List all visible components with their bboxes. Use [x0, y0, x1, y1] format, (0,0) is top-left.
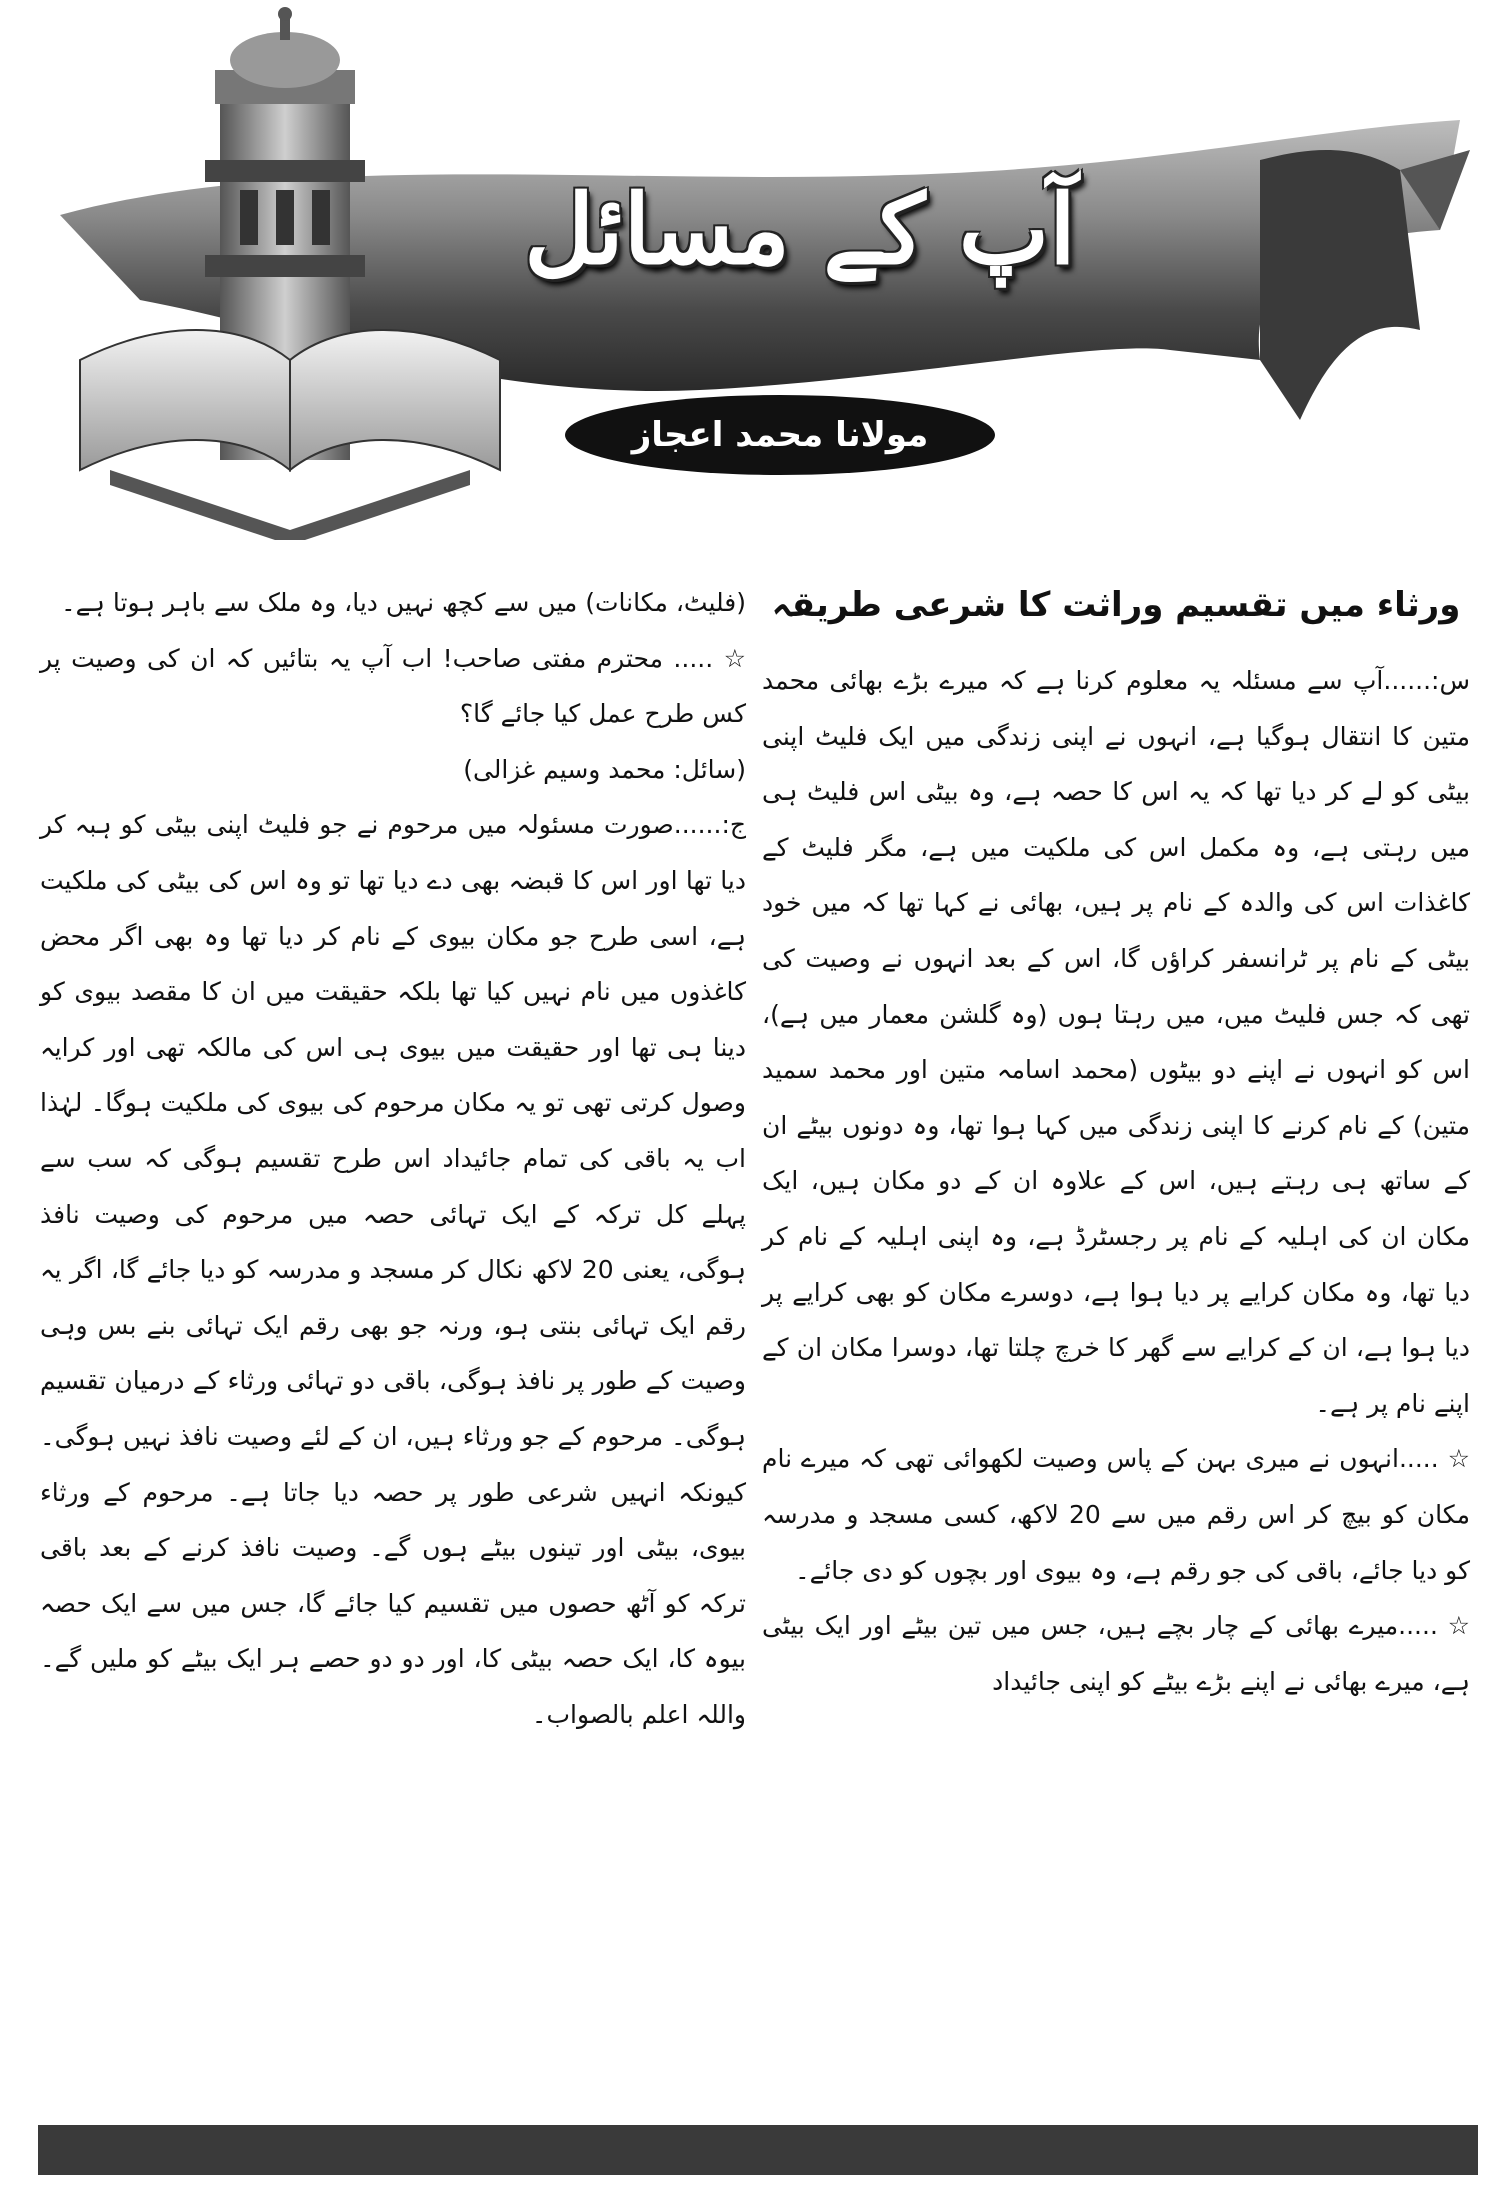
question-paragraph: (فلیٹ، مکانات) میں سے کچھ نہیں دیا، وہ ملک سے باہر ہوتا ہے۔: [61, 588, 746, 617]
question-paragraph: ☆ .....میرے بھائی کے چار بچے ہیں، جس میں تین بیٹے اور ایک بیٹی ہے، میرے بھائی نے اپنے بڑے بیٹے کو اپنی جائیداد: [762, 1611, 1470, 1696]
page-header: [0, 0, 1500, 540]
answer-paragraph: ج:......صورت مسئولہ میں مرحوم نے جو فلیٹ اپنی بیٹی کو ہبہ کر دیا تھا اور اس کا قبضہ بھی دے دیا تھا تو وہ اس کی بیٹی کی ملکیت ہے، اسی طرح جو مکان بیوی کے نام کر دیا تھا وہ بھی اگر محض کاغذوں میں نام نہیں کیا تھا بلکہ حقیقت میں ان کا مقصد بیوی کو دینا ہی تھا اور حقیقت میں بیوی ہی اس کی مالکہ تھی اور کرایہ وصول کرتی تھی تو یہ مکان مرحوم کی بیوی کی ملکیت ہوگا۔ لہٰذا اب یہ باقی کی تمام جائیداد اس طرح تقسیم ہوگی کہ سب سے پہلے کل ترکہ کے ایک تہائی حصہ میں مرحوم کی وصیت نافذ ہوگی، یعنی 20 لاکھ نکال کر مسجد و مدرسہ کو دیا جائے گا، اگر یہ رقم ایک تہائی بنتی ہو، ورنہ جو بھی رقم ایک تہائی بنے بس وہی وصیت کے طور پر نافذ ہوگی، باقی دو تہائی ورثاء کے درمیان تقسیم ہوگی۔ مرحوم کے جو ورثاء ہیں، ان کے لئے وصیت نافذ نہیں ہوگی۔ کیونکہ انہیں شرعی طور پر حصہ دیا جاتا ہے۔ مرحوم کے ورثاء بیوی، بیٹی اور تینوں بیٹے ہوں گے۔ وصیت نافذ کرنے کے بعد باقی ترکہ کو آٹھ حصوں میں تقسیم کیا جائے گا، جس میں سے ایک حصہ بیوہ کا، ایک حصہ بیٹی کا، اور دو دو حصے ہر ایک بیٹے کو ملیں گے۔ واللہ اعلم بالصواب۔: [40, 810, 746, 1729]
section-title: آپ کے مسائل: [524, 173, 1076, 286]
open-book-icon: [80, 330, 500, 540]
footer-bar: [38, 2125, 1478, 2175]
ribbon-curl: [1260, 150, 1420, 420]
article-title: ورثاء میں تقسیم وراثت کا شرعی طریقہ: [771, 585, 1461, 625]
question-paragraph: ☆ ..... محترم مفتی صاحب! اب آپ یہ بتائیں کہ ان کی وصیت پر کس طرح عمل کیا جائے گا؟: [40, 643, 746, 729]
author-badge: مولانا محمد اعجاز مصطفٰی: [565, 395, 995, 475]
question-paragraph: ☆ .....انہوں نے میری بہن کے پاس وصیت لکھوائی تھی کہ میرے نام مکان کو بیچ کر اس رقم میں سے 20 لاکھ، کسی مسجد و مدرسہ کو دیا جائے، باقی کی جو رقم ہے، وہ بیوی اور بچوں کو دی جائے۔: [762, 1444, 1470, 1585]
article-column-left: [40, 575, 746, 1742]
question-paragraph: س:......آپ سے مسئلہ یہ معلوم کرنا ہے کہ میرے بڑے بھائی محمد متین کا انتقال ہوگیا ہے، انہوں نے اپنی زندگی میں ایک فلیٹ اپنی بیٹی کو لے کر دیا تھا کہ یہ اس کا حصہ ہے، وہ بیٹی اس فلیٹ ہی میں رہتی ہے، وہ مکمل اس کی ملکیت میں ہے، مگر فلیٹ کے کاغذات اس کی والدہ کے نام پر ہیں، بھائی نے کہا تھا کہ میں خود بیٹی کے نام پر ٹرانسفر کراؤں گا، اس کے بعد انہوں نے وصیت کی تھی کہ جس فلیٹ میں، میں رہتا ہوں (وہ گلشن معمار میں ہے)، اس کو انہوں نے اپنے دو بیٹوں (محمد اسامہ متین اور محمد سمید متین) کے نام کرنے کا اپنی زندگی میں کہا ہوا تھا، وہ دونوں بیٹے ان کے ساتھ ہی رہتے ہیں، اس کے علاوہ ان کے دو مکان ہیں، ایک مکان ان کی اہلیہ کے نام پر رجسٹرڈ ہے، وہ اپنی اہلیہ کے نام کر دیا تھا، وہ مکان کرایے پر دیا ہوا ہے، دوسرے مکان کو بھی کرایے پر دیا ہوا ہے، ان کے کرایے سے گھر کا خرچ چلتا تھا، دوسرا مکان ان کے اپنے نام پر ہے۔: [762, 666, 1470, 1418]
article-column-right: [762, 575, 1470, 1709]
questioner-name: (سائل: محمد وسیم غزالی): [463, 754, 746, 784]
